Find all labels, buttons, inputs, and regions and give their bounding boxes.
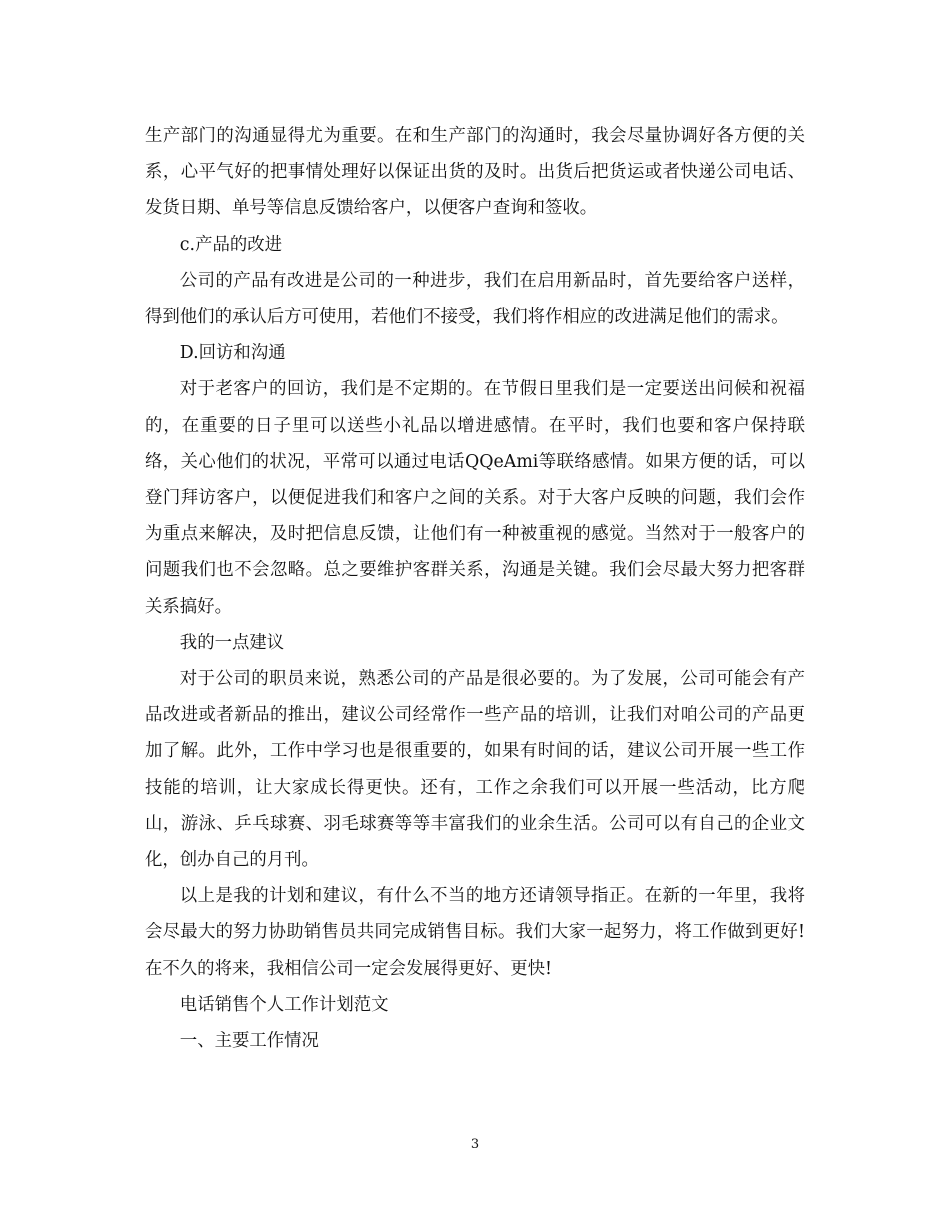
paragraph-production-communication: 生产部门的沟通显得尤为重要。在和生产部门的沟通时，我会尽量协调好各方便的关系，心平气好的把事情处理好以保证出货的及时。出货后把货运或者快递公司电话、发货日期、单号等信息反馈给客户，以便客户查询和签收。 [145, 126, 805, 219]
page-number: 3 [470, 1137, 480, 1152]
heading-telesales-plan: 电话销售个人工作计划范文 [179, 994, 389, 1015]
document-body [145, 118, 805, 1059]
paragraph-product-improvement: 公司的产品有改进是公司的一种进步，我们在启用新品时，首先要给客户送样，得到他们的承认后方可使用，若他们不接受，我们将作相应的改进满足他们的需求。 [145, 270, 805, 328]
heading-follow-up-communication: D.回访和沟通 [179, 343, 286, 364]
paragraph-follow-up-communication: 对于老客户的回访，我们是不定期的。在节假日里我们是一定要送出问候和祝福的，在重要的日子里可以送些小礼品以增进感情。在平时，我们也要和客户保持联络，关心他们的状况，平常可以通过电话QQeAmi等联络感情。如果方便的话，可以登门拜访客户，以便促进我们和客户之间的关系。对于大客户反映的问题，我们会作为重点来解决，及时把信息反馈，让他们有一种被重视的感觉。当然对于一般客户的问题我们也不会忽略。总之要维护客群关系，沟通是关键。我们会尽最大努力把客群关系搞好。 [145, 379, 805, 617]
paragraph-suggestions: 对于公司的职员来说，熟悉公司的产品是很必要的。为了发展，公司可能会有产品改进或者新品的推出，建议公司经常作一些产品的培训，让我们对咱公司的产品更加了解。此外，工作中学习也是很重要的，如果有时间的话，建议公司开展一些工作技能的培训，让大家成长得更快。还有，工作之余我们可以开展一些活动，比方爬山，游泳、乒乓球赛、羽毛球赛等等丰富我们的业余生活。公司可以有自己的企业文化，创办自己的月刊。 [145, 669, 805, 871]
heading-main-work: 一、主要工作情况 [179, 1031, 319, 1052]
heading-product-improvement: c.产品的改进 [179, 234, 283, 255]
heading-suggestions: 我的一点建议 [179, 632, 285, 653]
paragraph-conclusion: 以上是我的计划和建议，有什么不当的地方还请领导指正。在新的一年里，我将会尽最大的努力协助销售员共同完成销售目标。我们大家一起努力，将工作做到更好!在不久的将来，我相信公司一定会发展得更好、更快! [145, 886, 805, 979]
